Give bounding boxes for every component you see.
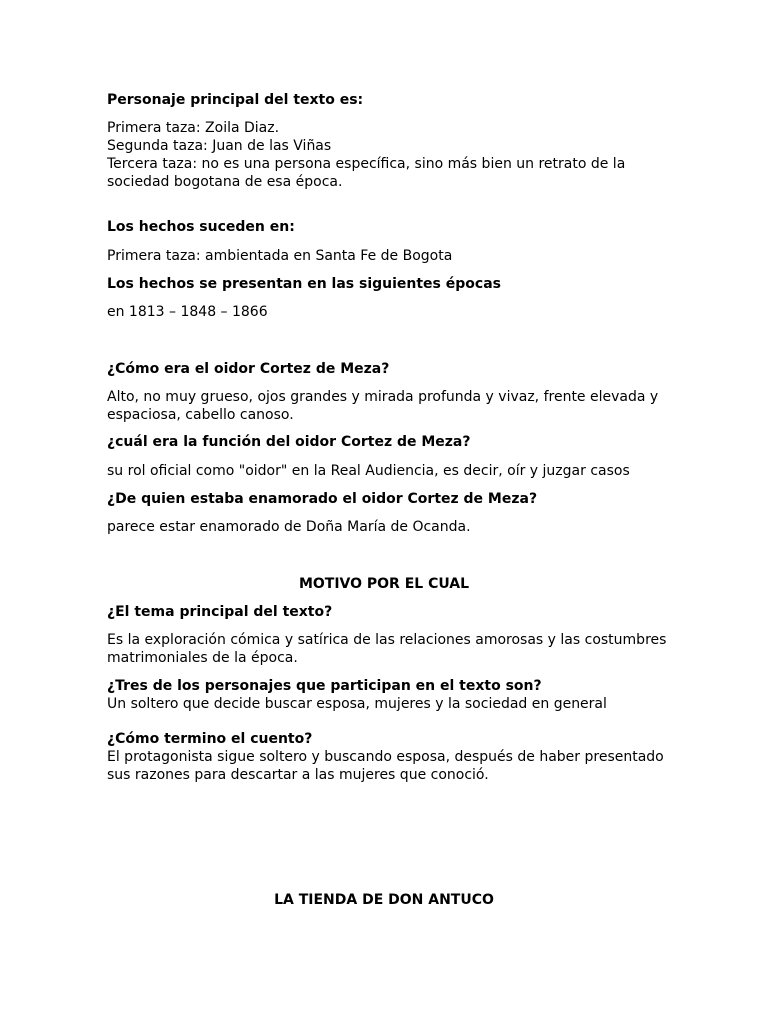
heading-tema: ¿El tema principal del texto? bbox=[107, 604, 333, 620]
heading-oidor-funcion: ¿cuál era la función del oidor Cortez de Meza? bbox=[107, 434, 471, 450]
heading-oidor-enamorado: ¿De quien estaba enamorado el oidor Cortez de Meza? bbox=[107, 491, 538, 507]
section-title-tienda: LA TIENDA DE DON ANTUCO bbox=[274, 892, 494, 908]
personaje-line-2: Segunda taza: Juan de las Viñas bbox=[107, 138, 332, 154]
personaje-line-4: sociedad bogotana de esa época. bbox=[107, 174, 343, 190]
hechos-lugar-text: Primera taza: ambientada en Santa Fe de Bogota bbox=[107, 248, 453, 264]
oidor-enamorado-text: parece estar enamorado de Doña María de Ocanda. bbox=[107, 519, 471, 535]
oidor-como-text bbox=[107, 388, 667, 424]
oidor-como-line-1: Alto, no muy grueso, ojos grandes y mirada profunda y vivaz, frente elevada y bbox=[107, 389, 659, 405]
personaje-line-3: Tercera taza: no es una persona específica, sino más bien un retrato de la bbox=[107, 156, 626, 172]
tema-line-2: matrimoniales de la época. bbox=[107, 650, 298, 666]
termino-line-1: El protagonista sigue soltero y buscando esposa, después de haber presentado bbox=[107, 749, 664, 765]
heading-oidor-como: ¿Cómo era el oidor Cortez de Meza? bbox=[107, 361, 390, 377]
personaje-list bbox=[107, 119, 667, 191]
termino-line-2: sus razones para descartar a las mujeres que conoció. bbox=[107, 767, 489, 783]
heading-hechos-epocas: Los hechos se presentan en las siguientes épocas bbox=[107, 276, 501, 292]
termino-text bbox=[107, 748, 667, 784]
tema-text bbox=[107, 631, 667, 667]
heading-termino: ¿Cómo termino el cuento? bbox=[107, 731, 313, 747]
personaje-line-1: Primera taza: Zoila Diaz. bbox=[107, 120, 280, 136]
personajes-text: Un soltero que decide buscar esposa, mujeres y la sociedad en general bbox=[107, 696, 607, 712]
section-title-motivo: MOTIVO POR EL CUAL bbox=[298, 576, 470, 592]
oidor-como-line-2: espaciosa, cabello canoso. bbox=[107, 407, 294, 423]
hechos-epocas-text: en 1813 – 1848 – 1866 bbox=[107, 304, 268, 320]
tema-line-1: Es la exploración cómica y satírica de las relaciones amorosas y las costumbres bbox=[107, 632, 667, 648]
heading-hechos-lugar: Los hechos suceden en: bbox=[107, 219, 295, 235]
oidor-funcion-text: su rol oficial como "oidor" en la Real Audiencia, es decir, oír y juzgar casos bbox=[107, 463, 630, 479]
heading-personajes: ¿Tres de los personajes que participan en el texto son? bbox=[107, 678, 542, 694]
heading-personaje: Personaje principal del texto es: bbox=[107, 92, 364, 108]
